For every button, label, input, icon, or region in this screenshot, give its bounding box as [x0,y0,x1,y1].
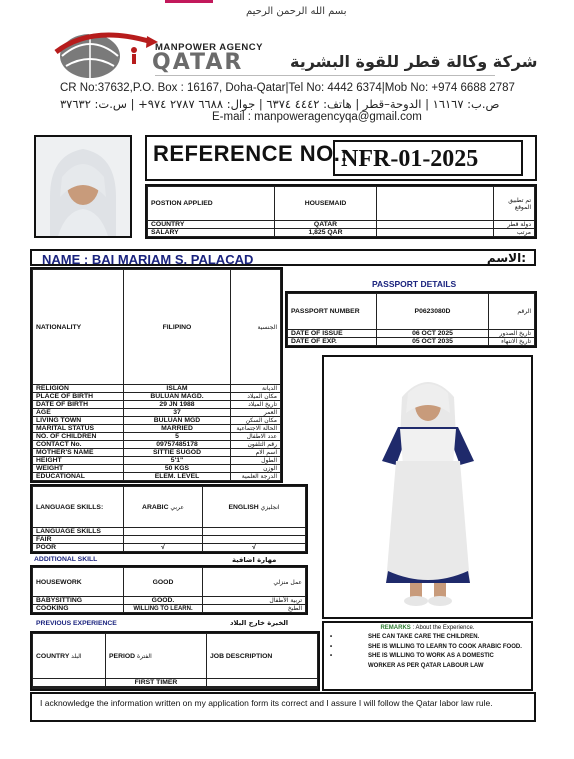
experience-table [32,633,318,689]
housework-label: HOUSEWORK [33,568,124,597]
additional-skill-title-ar: مهارة اضافية [232,556,277,564]
table-row [33,487,306,528]
personal-field-label-ar: تاريخ الميلاد [231,401,281,409]
cooking-label-ar: الطبخ [203,605,306,613]
skills-table [32,567,306,613]
remarks-header [324,625,531,631]
table-row [33,536,306,544]
english-label: ENGLISH [228,503,259,511]
experience-title: PREVIOUS EXPERIENCE [36,620,117,627]
blank-cell [207,679,318,687]
blank-cell [33,688,106,689]
table-row [33,417,281,425]
housework-value: GOOD [124,568,203,597]
passport-number-label: PASSPORT NUMBER [288,294,377,330]
table-row [33,544,306,552]
table-row [288,338,535,346]
language-table [32,486,306,552]
country-column-label-ar: البلد [71,652,82,660]
table-row [33,393,281,401]
arabic-label-ar: عربي [170,503,184,511]
table-row [33,634,318,679]
expiry-date-label: DATE OF EXP. [288,338,377,346]
list-item: • SHE CAN TAKE CARE THE CHILDREN. [330,634,480,640]
agency-logo [52,22,162,84]
english-label-ar: انجليزي [260,503,280,511]
period-column-header [106,634,207,679]
blank-cell [377,229,494,237]
experience-title-ar: الخبرة خارج البلاد [230,619,289,627]
personal-field-label: DATE OF BIRTH [33,401,124,409]
table-row [33,401,281,409]
personal-field-value: 5 [124,433,231,441]
personal-field-label-ar: الحالة الاجتماعية [231,425,281,433]
agency-subtitle: MANPOWER AGENCY [155,42,263,53]
country-label: COUNTRY [148,221,275,229]
remarks-box [322,621,533,691]
position-value: HOUSEMAID [275,187,377,221]
position-table [147,186,535,237]
personal-field-label: NATIONALITY [33,270,124,385]
poor-label: POOR [33,544,124,552]
table-row [33,679,318,687]
babysitting-label: BABYSITTING [33,597,124,605]
table-row [33,568,306,597]
passport-title: PASSPORT DETAILS [372,279,457,289]
personal-field-label: RELIGION [33,385,124,393]
country-label-ar: دولة قطر [494,221,535,229]
blank-cell [377,187,494,221]
table-row [33,449,281,457]
table-row [33,409,281,417]
issue-date-value: 06 OCT 2025 [377,330,489,338]
arabic-column-header [124,487,203,528]
salary-value: 1,825 QAR [275,229,377,237]
personal-field-label: EDUCATIONAL [33,473,124,481]
housework-label-ar: عمل منزلي [203,568,306,597]
reference-label: REFERENCE NO.: [153,141,349,166]
country-value: QATAR [275,221,377,229]
personal-field-value: 5'1" [124,457,231,465]
personal-field-label-ar: مكان الميلاد [231,393,281,401]
personal-field-value: 50 KGS [124,465,231,473]
table-row [33,457,281,465]
table-row [148,221,535,229]
table-row [288,294,535,330]
reference-box [145,135,537,181]
personal-field-value: FILIPINO [124,270,231,385]
remarks-subtitle: : About the Experience. [412,625,475,631]
language-arabic-value [124,528,203,536]
reference-number: NFR-01-2025 [341,146,479,172]
personal-field-label-ar: عدد الاطفال [231,433,281,441]
personal-field-value: SITTIE SUGOD [124,449,231,457]
remarks-list [324,633,531,671]
blank-cell [377,221,494,229]
personal-field-label-ar: الجنسية [231,270,281,385]
personal-field-label: PLACE OF BIRTH [33,393,124,401]
issue-date-label-ar: تاريخ الصدور [489,330,535,338]
table-row [33,473,281,481]
personal-field-value: MARRIED [124,425,231,433]
fair-label: FAIR [33,536,124,544]
personal-field-label: HEIGHT [33,457,124,465]
personal-field-label-ar: العمر [231,409,281,417]
blank-cell [106,688,207,689]
email-line: E-mail : manpoweragencyqa@gmail.com [212,111,422,123]
personal-field-label: WEIGHT [33,465,124,473]
personal-field-value: ISLAM [124,385,231,393]
passport-number-value: P0623080D [377,294,489,330]
personal-field-label: CONTACT No. [33,441,124,449]
agency-name-arabic: شركة وكالة قطر للقوة البشرية [290,52,538,71]
period-column-label-ar: الفترة [136,652,152,660]
personal-field-label-ar: مكان السكن [231,417,281,425]
table-row [33,688,318,689]
agency-name: QATAR [152,50,244,75]
remark-text: WORKER AS PER QATAR LABOUR LAW [368,662,484,669]
language-english-value [203,528,306,536]
salary-label-ar: مرتب [494,229,535,237]
language-header: LANGUAGE SKILLS: [33,487,124,528]
personal-field-value: 09757485178 [124,441,231,449]
remark-text: SHE IS WILLING TO LEARN TO COOK ARABIC FOOD. [368,643,522,650]
personal-field-value: BULUAN MGD [124,417,231,425]
applicant-full-photo [322,355,533,619]
language-row-label: LANGUAGE SKILLS [33,528,124,536]
personal-field-value: 29 JN 1988 [124,401,231,409]
personal-field-label-ar: الدرجة العلمية [231,473,281,481]
issue-date-label: DATE OF ISSUE [288,330,377,338]
acknowledgement-box [30,692,536,722]
table-row [33,441,281,449]
table-row [33,433,281,441]
expiry-date-label-ar: تاريخ الانتهاء [489,338,535,346]
position-label-ar: تم تطبيق الموقع [494,187,535,221]
babysitting-value: GOOD. [124,597,203,605]
personal-field-label-ar: الديانة [231,385,281,393]
applicant-name: NAME : BAI MARIAM S. PALACAD [42,252,254,267]
country-column-label: COUNTRY [36,652,70,660]
table-row [148,229,535,237]
table-row [33,465,281,473]
remarks-title: REMARKS [380,625,411,631]
table-row [33,385,281,393]
personal-table [32,269,281,481]
bismillah-text: بسم الله الرحمن الرحيم [246,6,347,17]
contact-line-arabic: ص.ب: ١٦١٦٧ | الدوحة–قطر | هاتف: ٤٤٤٢ ٦٣٧٤ | جوال: ٦٦٨٨ ٢٧٨٧ ٩٧٤+ | س.ت: ٣٧٦٣٢ [60,97,500,111]
applicant-portrait [34,135,132,238]
name-label-ar: الاسم: [486,251,526,265]
cooking-label: COOKING [33,605,124,613]
table-row [288,330,535,338]
table-row [33,597,306,605]
cooking-value: WILLING TO LEARN. [124,605,203,613]
table-row [33,425,281,433]
blank-cell [33,679,106,687]
contact-line: CR No:37632,P.O. Box : 16167, Doha-Qatar|Tel No: 4442 6374|Mob No: +974 6688 2787 [60,82,515,94]
remark-text: SHE IS WILLING TO WORK AS A DOMESTIC [368,653,494,659]
personal-field-label: NO. OF CHILDREN [33,433,124,441]
personal-field-label-ar: اسم الام [231,449,281,457]
personal-field-label: MOTHER'S NAME [33,449,124,457]
fair-english-value [203,536,306,544]
globe-people-icon [52,22,162,84]
personal-field-value: 37 [124,409,231,417]
list-item: • SHE IS WILLING TO WORK AS A DOMESTIC [330,653,494,659]
period-column-label: PERIOD [109,652,136,660]
country-column-header [33,634,106,679]
poor-english-check: √ [203,544,306,552]
name-bar [30,249,536,266]
remark-text: SHE CAN TAKE CARE THE CHILDREN. [368,634,480,640]
poor-arabic-check: √ [124,544,203,552]
personal-field-label-ar: الطول [231,457,281,465]
acknowledgement-text: I acknowledge the information written on my application form its correct and I assure I will follow the Qatar labor law rule. [40,698,493,708]
header-divider [155,75,495,76]
table-row [148,187,535,221]
passport-number-label-ar: الرقم [489,294,535,330]
salary-label: SALARY [148,229,275,237]
top-accent-bar [165,0,213,3]
personal-field-value: BULUAN MAGD. [124,393,231,401]
personal-field-label: MARITAL STATUS [33,425,124,433]
job-column-header: JOB DESCRIPTION [207,634,318,679]
additional-skill-title: ADDITIONAL SKILL [34,556,98,563]
list-item [324,662,531,672]
personal-field-label: AGE [33,409,124,417]
list-item: • SHE IS WILLING TO LEARN TO COOK ARABIC FOOD. [330,643,522,650]
table-row [33,270,281,385]
fair-arabic-value [124,536,203,544]
personal-field-label: LIVING TOWN [33,417,124,425]
personal-field-label-ar: الوزن [231,465,281,473]
reference-value-box [333,140,523,176]
arabic-label: ARABIC [142,503,169,511]
english-column-header [203,487,306,528]
table-row [33,605,306,613]
personal-field-label-ar: رقم التلفون [231,441,281,449]
passport-table [287,293,535,346]
position-label: POSTION APPLIED [148,187,275,221]
experience-entry: FIRST TIMER [106,679,207,687]
expiry-date-value: 05 OCT 2035 [377,338,489,346]
table-row [33,528,306,536]
blank-cell [207,688,318,689]
personal-field-value: ELEM. LEVEL [124,473,231,481]
babysitting-label-ar: تربية الأطفال [203,597,306,605]
